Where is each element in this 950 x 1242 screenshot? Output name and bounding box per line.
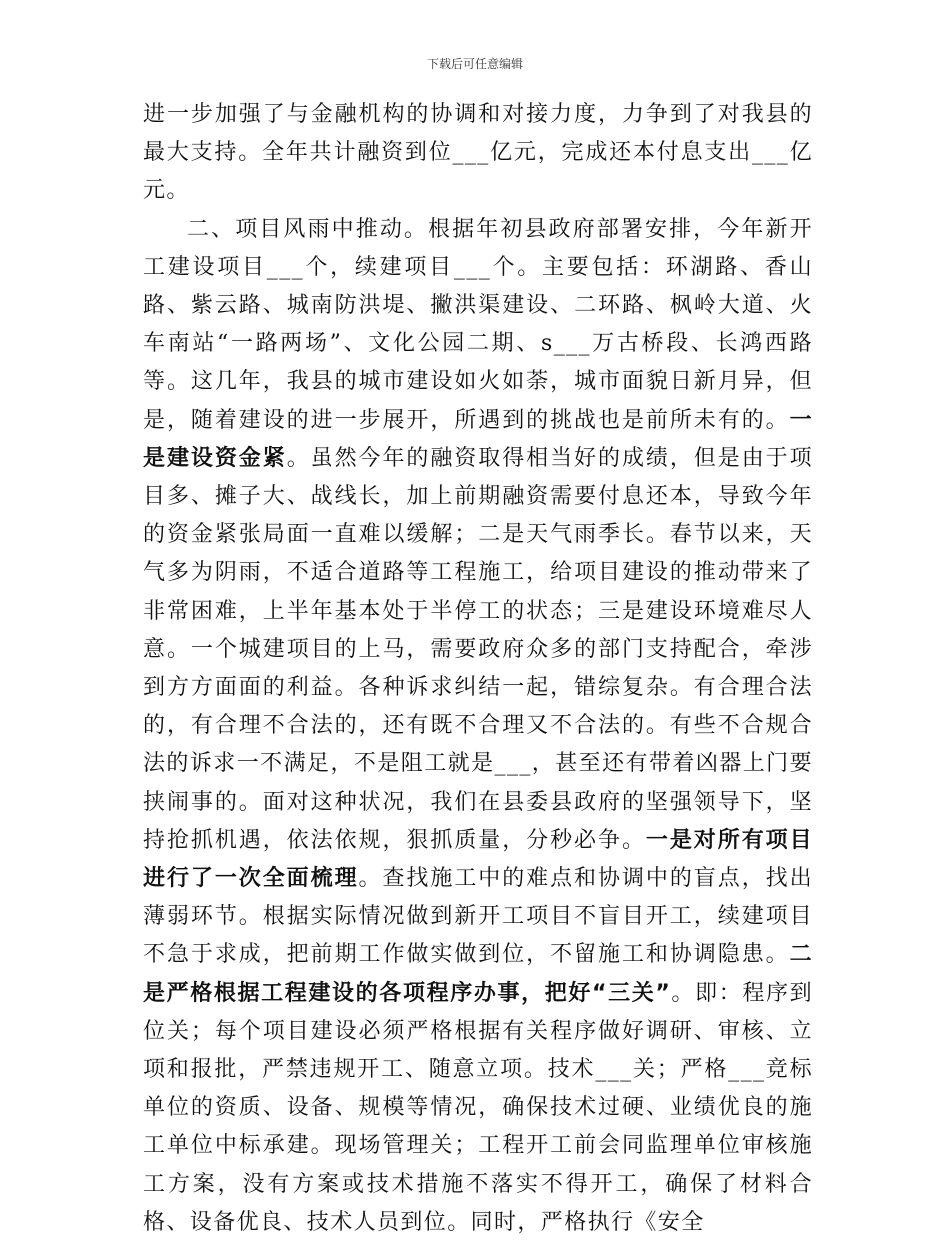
paragraph-2-text-1: 二、项目风雨中推动。根据年初县政府部署安排，今年新开工建设项目___个，续建项目___个。主要包括：环湖路、香山路、紫云路、城南防洪堤、撇洪渠建设、二环路、枫岭大道、火车南站“一路两场”、文化公园二期、s___万古桥段、长鸿西路等。这几年，我县的城市建设如火如荼，城市面貌日新月异，但是，随着建设的进一步展开，所遇到的挑战也是前所未有的。 — [143, 216, 813, 433]
bold-heading-funding: 一是建设资金紧 — [143, 407, 813, 471]
bold-heading-procedures: 二是严格根据工程建设的各项程序办事，把好“三关” — [143, 942, 813, 1006]
bold-heading-review: 一是对所有项目进行了一次全面梳理 — [143, 827, 813, 892]
page-header: 下载后可任意编辑 — [426, 57, 523, 71]
paragraph-2-text-3: 。查找施工中的难点和协调中的盲点，找出薄弱环节。根据实际情况做到新开工项目不盲目开工，续建项目不急于求成，把前期工作做实做到位，不留施工和协调隐患。 — [143, 866, 813, 968]
paragraph-2-text-4: 。即：程序到位关；每个项目建设必须严格根据有关程序做好调研、审核、立项和报批，严禁违规开工、随意立项。技术___关；严格___竞标单位的资质、设备、规模等情况，确保技术过硬、业绩优良的施工单位中标承建。现场管理关；工程开工前会同监理单位审核施工方案，没有方案或技术措施不落实不得开工，确保了材料合格、设备优良、技术人员到位。同时，严格执行《安全 — [143, 980, 813, 1235]
paragraph-2 — [143, 211, 813, 1242]
document-body — [143, 96, 813, 1242]
paragraph-1: 进一步加强了与金融机构的协调和对接力度，力争到了对我县的最大支持。全年共计融资到位___亿元，完成还本付息支出___亿元。 — [143, 102, 813, 204]
paragraph-2-text-2: 。虽然今年的融资取得相当好的成绩，但是由于项目多、摊子大、战线长，加上前期融资需要付息还本，导致今年的资金紧张局面一直难以缓解；二是天气雨季长。春节以来，天气多为阴雨，不适合道路等工程施工，给项目建设的推动带来了非常困难，上半年基本处于半停工的状态；三是建设环境难尽人意。一个城建项目的上马，需要政府众多的部门支持配合，牵涉到方方面面的利益。各种诉求纠结一起，错综复杂。有合理合法的，有合理不合法的，还有既不合理又不合法的。有些不合规合法的诉求一不满足，不是阻工就是___，甚至还有带着凶器上门要挟闹事的。面对这种状况，我们在县委县政府的坚强领导下，坚持抢抓机遇，依法依规，狠抓质量，分秒必争。 — [143, 445, 813, 853]
